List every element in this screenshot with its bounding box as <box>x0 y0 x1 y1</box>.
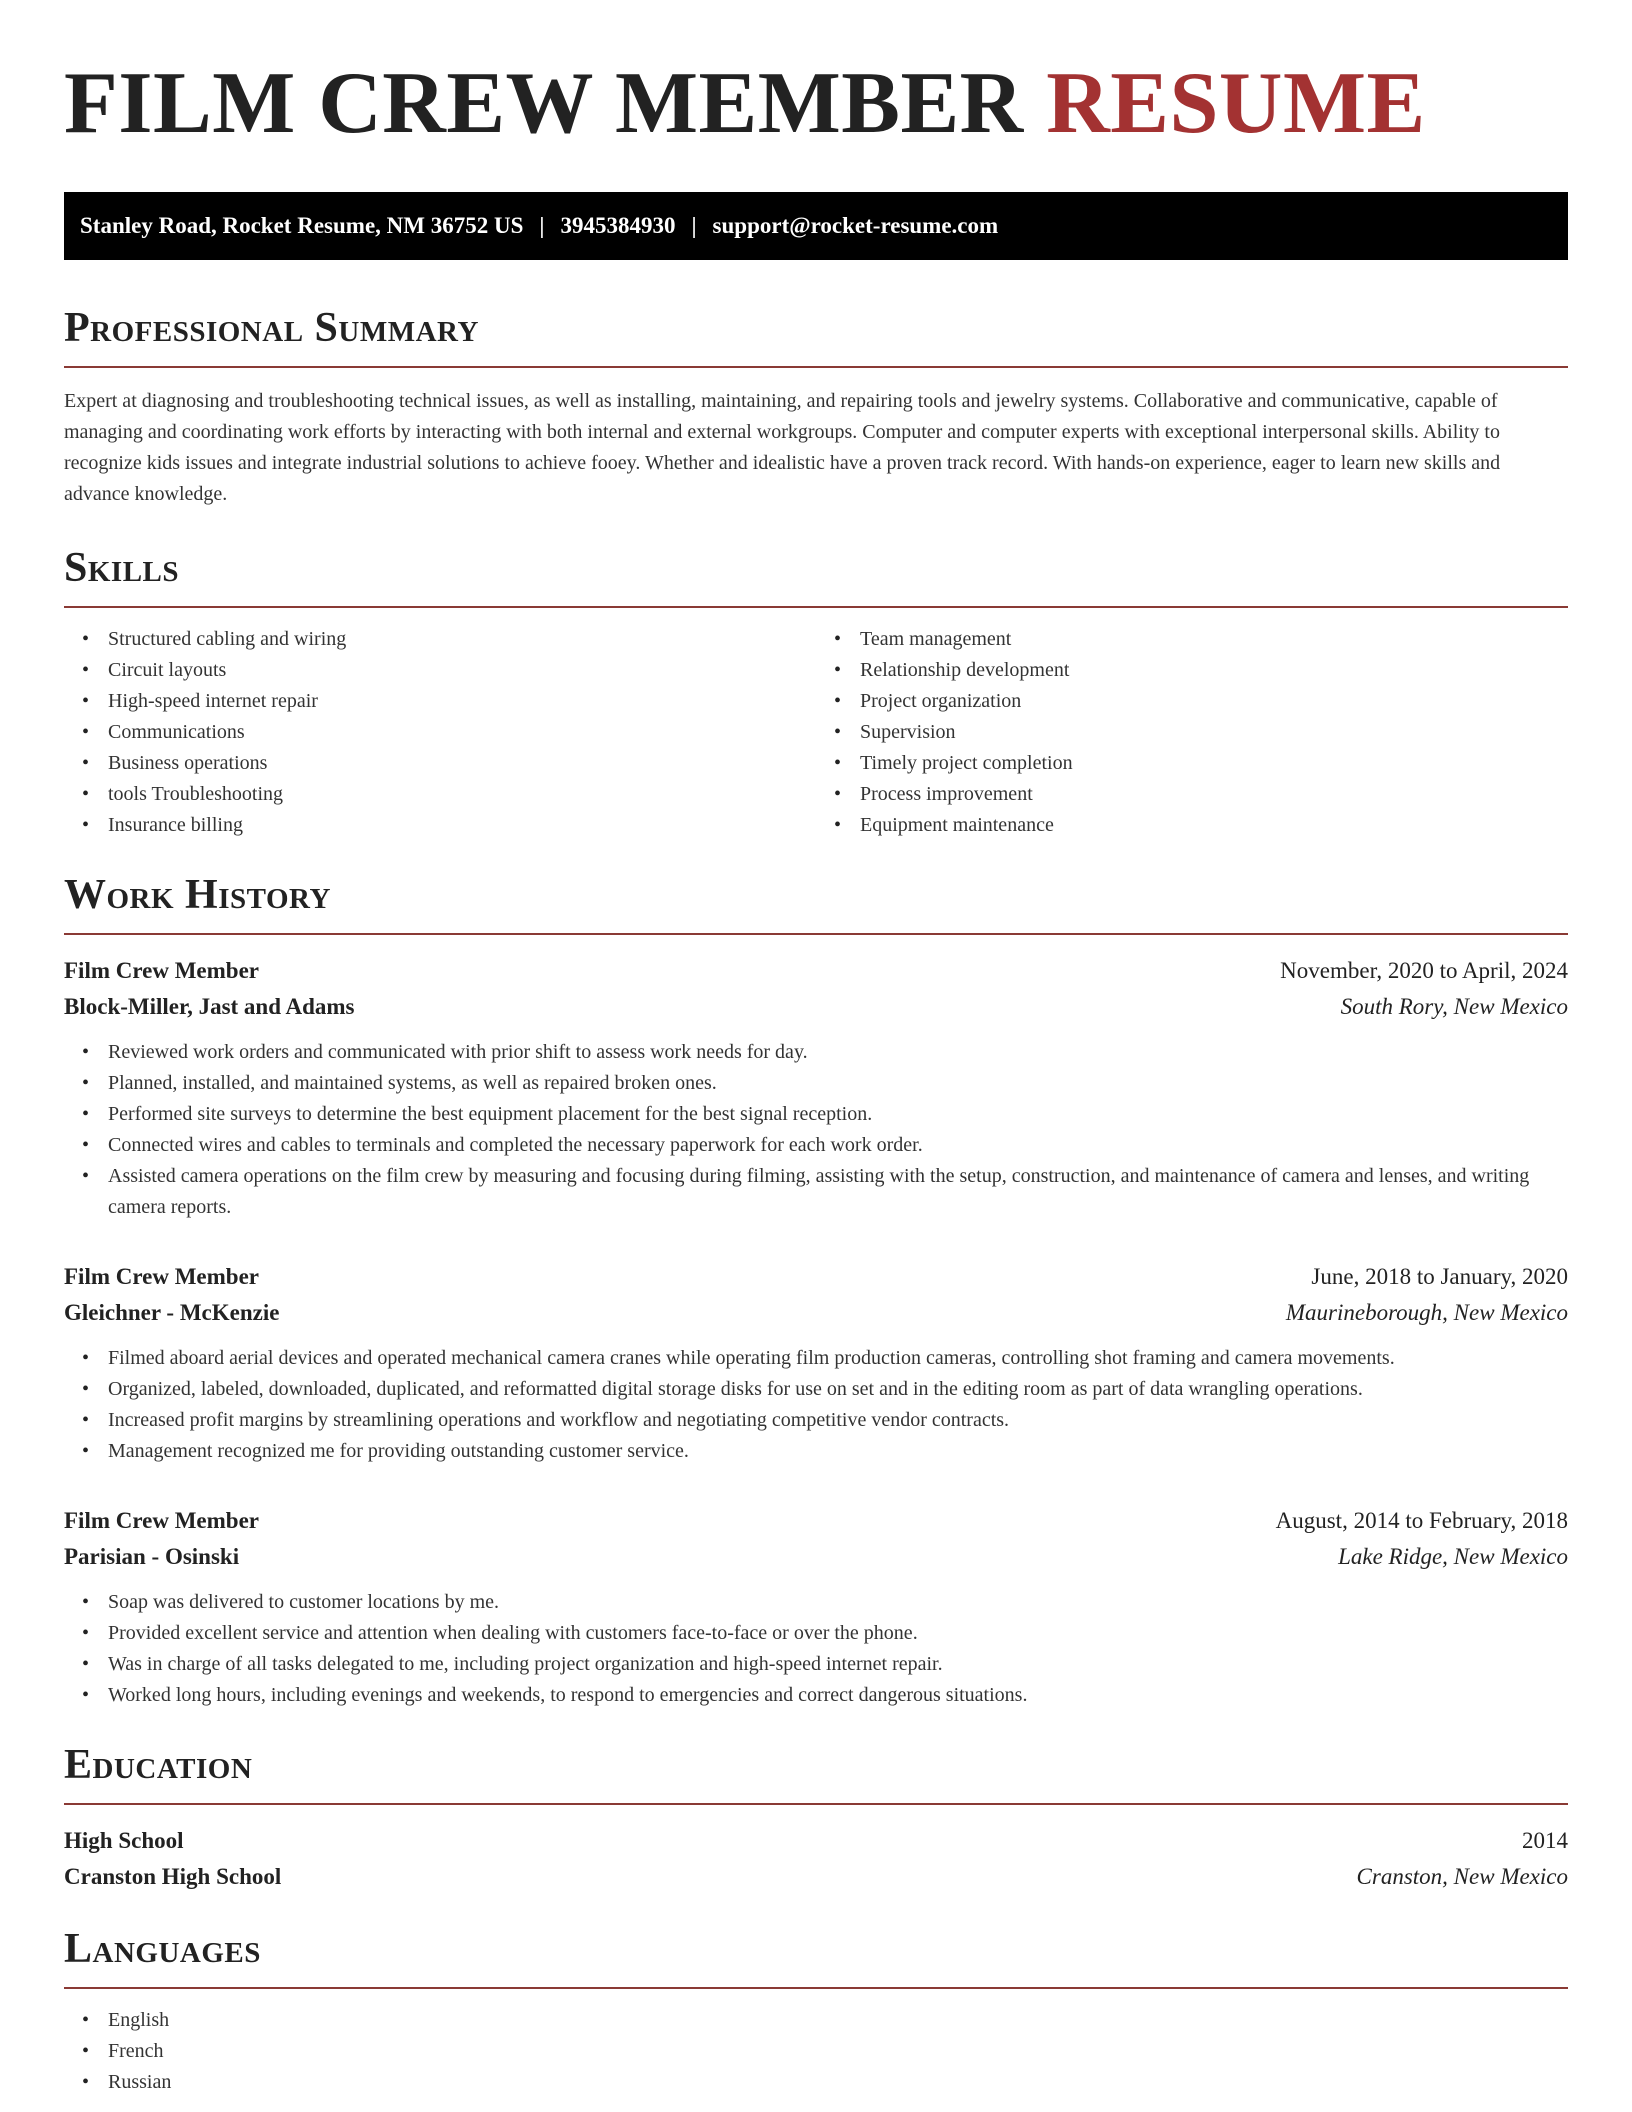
job-duties <box>64 1587 1568 1711</box>
job-duty: • Filmed aboard aerial devices and operated mechanical camera cranes while operating film production cameras, controlling shot framing and camera movements. <box>108 1343 1568 1374</box>
contact-separator: | <box>539 213 545 238</box>
job-title-row <box>64 1259 1568 1295</box>
job-duty: • Reviewed work orders and communicated with prior shift to assess work needs for day. <box>108 1037 1568 1068</box>
skills-list-left <box>64 624 816 841</box>
summary-heading: Professional Summary <box>64 304 1568 368</box>
summary-text: Expert at diagnosing and troubleshooting technical issues, as well as installing, maintaining, and repairing tools and jewelry systems. Collaborative and communicative, capable of managing and coordinating work efforts by interacting with both internal and external workgroups. Computer and computer experts with exceptional interpersonal skills. Ability to recognize kids issues and integrate industrial solutions to achieve fooey. Whether and idealistic have a proven track record. With hands-on experience, eager to learn new skills and advance knowledge. <box>64 390 1501 505</box>
languages-heading: Languages <box>64 1925 1568 1989</box>
skill-item: • Communications <box>108 717 816 748</box>
education-heading: Education <box>64 1741 1568 1805</box>
title-accent: RESUME <box>1046 55 1426 152</box>
job-duty: • Planned, installed, and maintained systems, as well as repaired broken ones. <box>108 1068 1568 1099</box>
skill-item: • tools Troubleshooting <box>108 779 816 810</box>
job-location: Lake Ridge, New Mexico <box>1338 1544 1568 1569</box>
skill-item: • Team management <box>860 624 1568 655</box>
education-entry <box>64 1823 1568 1895</box>
skill-item: • Supervision <box>860 717 1568 748</box>
skill-item: • Equipment maintenance <box>860 810 1568 841</box>
job-duties <box>64 1037 1568 1223</box>
job-duty: • Organized, labeled, downloaded, duplicated, and reformatted digital storage disks for use on set and in the editing room as part of data wrangling operations. <box>108 1374 1568 1405</box>
job-title: Film Crew Member <box>64 1264 259 1289</box>
job-company-row <box>64 1539 1568 1575</box>
languages-list <box>64 2005 1568 2098</box>
job-company: Block-Miller, Jast and Adams <box>64 994 355 1019</box>
job-title-row <box>64 1503 1568 1539</box>
job-dates: August, 2014 to February, 2018 <box>1275 1508 1568 1533</box>
contact-email: support@rocket-resume.com <box>712 213 999 238</box>
education-location: Cranston, New Mexico <box>1356 1864 1568 1889</box>
job-duty: • Provided excellent service and attention when dealing with customers face-to-face or over the phone. <box>108 1618 1568 1649</box>
job-location: South Rory, New Mexico <box>1340 994 1568 1019</box>
language-item: • Russian <box>108 2067 1568 2098</box>
contact-address: Stanley Road, Rocket Resume, NM 36752 US <box>80 213 524 238</box>
work-history-section <box>64 871 1568 1711</box>
education-section <box>64 1741 1568 1895</box>
work-history-heading: Work History <box>64 871 1568 935</box>
language-item: • French <box>108 2036 1568 2067</box>
skill-item: • Timely project completion <box>860 748 1568 779</box>
education-school: Cranston High School <box>64 1864 282 1889</box>
job-duty: • Assisted camera operations on the film crew by measuring and focusing during filming, assisting with the setup, construction, and maintenance of camera and lenses, and writing camera reports. <box>108 1161 1568 1223</box>
resume-title <box>64 55 1568 152</box>
skill-item: • Circuit layouts <box>108 655 816 686</box>
job-duty: • Management recognized me for providing outstanding customer service. <box>108 1436 1568 1467</box>
languages-section <box>64 1925 1568 2098</box>
skill-item: • High-speed internet repair <box>108 686 816 717</box>
job-title-row <box>64 953 1568 989</box>
education-degree-row <box>64 1823 1568 1859</box>
job-duty: • Connected wires and cables to terminals and completed the necessary paperwork for each work order. <box>108 1130 1568 1161</box>
skills-grid <box>64 608 1568 841</box>
job-dates: November, 2020 to April, 2024 <box>1280 958 1568 983</box>
skill-item: • Project organization <box>860 686 1568 717</box>
job-entry <box>64 953 1568 1223</box>
language-item: • English <box>108 2005 1568 2036</box>
job-company-row <box>64 1295 1568 1331</box>
job-title: Film Crew Member <box>64 1508 259 1533</box>
job-location: Maurineborough, New Mexico <box>1285 1300 1568 1325</box>
skill-item: • Process improvement <box>860 779 1568 810</box>
skill-item: • Structured cabling and wiring <box>108 624 816 655</box>
job-duty: • Performed site surveys to determine the best equipment placement for the best signal reception. <box>108 1099 1568 1130</box>
education-degree: High School <box>64 1828 184 1853</box>
skill-item: • Business operations <box>108 748 816 779</box>
summary-section <box>64 304 1568 510</box>
job-duty: • Was in charge of all tasks delegated to me, including project organization and high-speed internet repair. <box>108 1649 1568 1680</box>
skill-item: • Relationship development <box>860 655 1568 686</box>
contact-phone: 3945384930 <box>560 213 676 238</box>
education-year: 2014 <box>1522 1828 1568 1853</box>
job-duty: • Worked long hours, including evenings and weekends, to respond to emergencies and correct dangerous situations. <box>108 1680 1568 1711</box>
job-company-row <box>64 989 1568 1025</box>
skills-list-right <box>816 624 1568 841</box>
job-duty: • Soap was delivered to customer locations by me. <box>108 1587 1568 1618</box>
job-company: Gleichner - McKenzie <box>64 1300 280 1325</box>
contact-bar <box>64 192 1568 260</box>
job-dates: June, 2018 to January, 2020 <box>1311 1264 1568 1289</box>
job-duties <box>64 1343 1568 1467</box>
job-entry <box>64 1503 1568 1711</box>
job-company: Parisian - Osinski <box>64 1544 240 1569</box>
job-entry <box>64 1259 1568 1467</box>
job-duty: • Increased profit margins by streamlining operations and workflow and negotiating competitive vendor contracts. <box>108 1405 1568 1436</box>
skill-item: • Insurance billing <box>108 810 816 841</box>
contact-separator: | <box>691 213 697 238</box>
skills-heading: Skills <box>64 544 1568 608</box>
job-title: Film Crew Member <box>64 958 259 983</box>
title-main: FILM CREW MEMBER <box>64 55 1024 152</box>
education-school-row <box>64 1859 1568 1895</box>
skills-section <box>64 544 1568 841</box>
